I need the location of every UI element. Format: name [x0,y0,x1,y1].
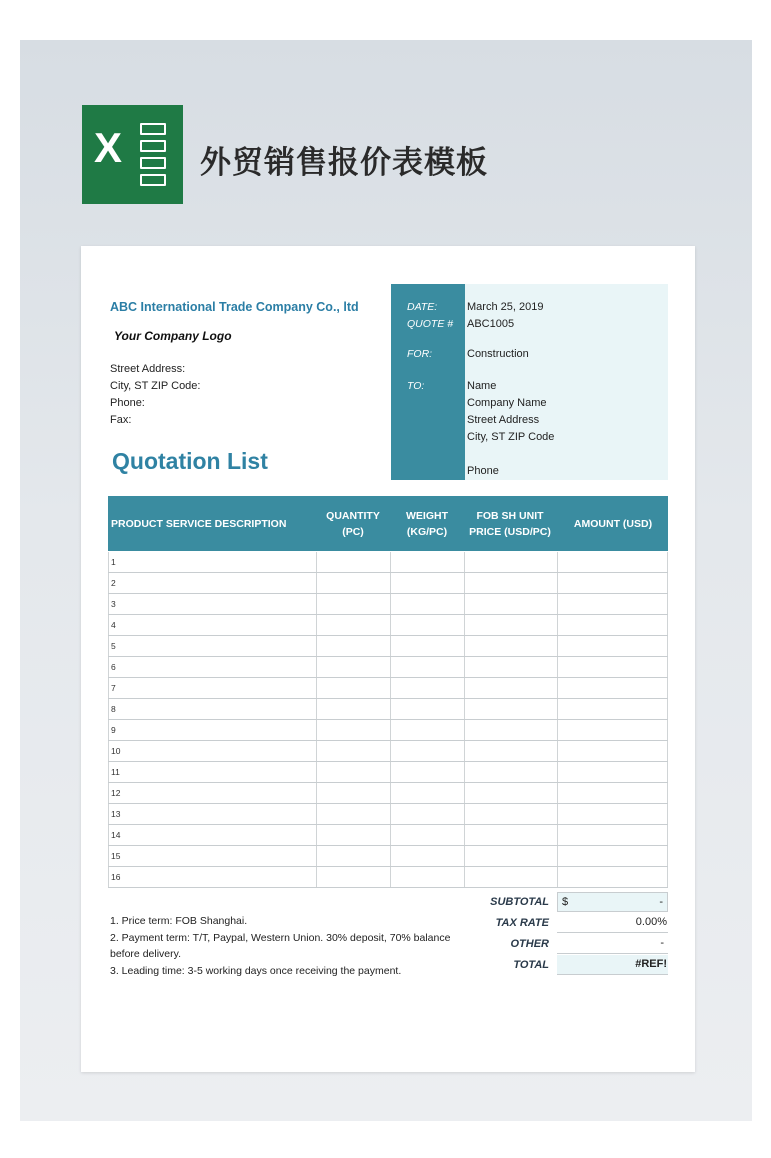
table-row [108,594,668,615]
table-cell[interactable] [108,741,317,761]
table-cell[interactable] [558,678,668,698]
table-cell[interactable] [317,867,391,887]
table-cell[interactable] [108,636,317,656]
table-cell[interactable] [391,762,465,782]
table-cell[interactable] [558,762,668,782]
row-number: 13 [111,809,121,819]
table-cell[interactable] [558,783,668,803]
note-leading-time: 3. Leading time: 3-5 working days once receiving the payment. [110,965,402,977]
table-cell[interactable] [108,615,317,635]
col-amount: AMOUNT (USD) [573,517,653,530]
table-cell[interactable] [465,825,558,845]
table-cell[interactable] [317,720,391,740]
total-label: TOTAL [513,959,549,971]
to-phone[interactable]: Phone [467,465,499,477]
table-cell[interactable] [391,657,465,677]
to-company[interactable]: Company Name [467,397,547,409]
document-heading: Quotation List [112,448,268,474]
table-cell[interactable] [558,867,668,887]
table-cell[interactable] [391,678,465,698]
table-cell[interactable] [108,552,317,572]
tax-rate-label: TAX RATE [495,917,549,929]
table-cell[interactable] [317,594,391,614]
table-cell[interactable] [317,636,391,656]
table-cell[interactable] [108,657,317,677]
address-line: Street Address: [110,363,186,375]
table-cell[interactable] [558,804,668,824]
table-row [108,552,668,573]
row-number: 15 [111,851,121,861]
table-cell[interactable] [108,867,317,887]
table-cell[interactable] [558,825,668,845]
table-cell[interactable] [465,804,558,824]
table-cell[interactable] [391,825,465,845]
other-value[interactable]: - [557,934,668,954]
table-row [108,720,668,741]
table-cell[interactable] [317,657,391,677]
table-cell[interactable] [558,636,668,656]
for-label: FOR: [407,348,433,360]
table-cell[interactable] [391,867,465,887]
table-row [108,846,668,867]
table-cell[interactable] [391,552,465,572]
col-description: PRODUCT SERVICE DESCRIPTION [111,517,287,530]
col-weight: WEIGHT (KG/PC) [406,509,448,538]
table-cell[interactable] [317,741,391,761]
table-cell[interactable] [317,825,391,845]
table-cell[interactable] [317,804,391,824]
date-value[interactable]: March 25, 2019 [467,301,544,313]
quote-header-labels [391,284,465,480]
table-cell[interactable] [317,573,391,593]
table-cell[interactable] [558,720,668,740]
table-cell[interactable] [558,741,668,761]
table-cell[interactable] [108,594,317,614]
table-cell[interactable] [465,573,558,593]
table-cell[interactable] [108,762,317,782]
table-cell[interactable] [108,846,317,866]
table-cell[interactable] [465,846,558,866]
table-cell[interactable] [465,615,558,635]
row-number: 8 [111,704,116,714]
row-number: 12 [111,788,121,798]
address-line: City, ST ZIP Code: [110,380,201,392]
table-cell[interactable] [391,573,465,593]
to-street[interactable]: Street Address [467,414,540,426]
table-cell[interactable] [391,699,465,719]
company-logo-text: Your Company Logo [114,329,232,343]
row-number: 4 [111,620,116,630]
table-cell[interactable] [558,615,668,635]
total-value[interactable]: #REF! [557,955,668,975]
col-quantity: QUANTITY (PC) [326,509,380,538]
table-cell[interactable] [465,699,558,719]
row-number: 5 [111,641,116,651]
row-number: 6 [111,662,116,672]
table-cell[interactable] [558,552,668,572]
table-cell[interactable] [465,741,558,761]
table-row [108,636,668,657]
table-cell[interactable] [465,783,558,803]
for-value[interactable]: Construction [467,348,529,360]
table-cell[interactable] [465,594,558,614]
table-cell[interactable] [317,783,391,803]
row-number: 7 [111,683,116,693]
address-line: Phone: [110,397,145,409]
table-cell[interactable] [558,657,668,677]
table-cell[interactable] [558,573,668,593]
row-number: 10 [111,746,121,756]
table-cell[interactable] [391,846,465,866]
address-line: Fax: [110,414,132,426]
table-cell[interactable] [465,657,558,677]
table-row [108,825,668,846]
table-cell[interactable] [391,783,465,803]
table-row [108,657,668,678]
table-cell[interactable] [465,636,558,656]
table-cell[interactable] [317,846,391,866]
to-name[interactable]: Name [467,380,497,392]
subtotal-cell[interactable] [557,892,668,912]
table-cell[interactable] [391,636,465,656]
table-row [108,804,668,825]
table-cell[interactable] [317,552,391,572]
row-number: 11 [111,767,120,777]
to-city[interactable]: City, ST ZIP Code [467,431,555,443]
table-cell[interactable] [391,741,465,761]
subtotal-value: - [659,896,663,908]
table-row [108,762,668,783]
table-cell[interactable] [108,825,317,845]
company-name: ABC International Trade Company Co., ltd [110,300,359,314]
table-cell[interactable] [391,720,465,740]
note-price-term: 1. Price term: FOB Shanghai. [110,915,248,927]
table-cell[interactable] [558,846,668,866]
subtotal-currency: $ [562,896,569,908]
table-row [108,573,668,594]
col-unit-price: FOB SH UNIT PRICE (USD/PC) [469,509,551,538]
row-number: 9 [111,725,116,735]
table-cell[interactable] [558,594,668,614]
row-number: 16 [111,872,121,882]
table-row [108,678,668,699]
to-label: TO: [407,380,425,392]
table-cell[interactable] [108,573,317,593]
table-cell[interactable] [108,720,317,740]
table-row [108,783,668,804]
table-row [108,867,668,888]
table-cell[interactable] [391,615,465,635]
table-cell[interactable] [465,762,558,782]
row-number: 2 [111,578,116,588]
table-row [108,741,668,762]
table-cell[interactable] [108,678,317,698]
table-cell[interactable] [317,762,391,782]
table-header [108,496,668,551]
table-cell[interactable] [465,867,558,887]
note-payment-term: 2. Payment term: T/T, Paypal, Western Union. 30% deposit, 70% balance before delivery. [110,932,451,960]
date-label: DATE: [407,301,438,313]
table-cell[interactable] [465,552,558,572]
page-title: 外贸销售报价表模板 [200,145,488,181]
quote-value[interactable]: ABC1005 [467,318,515,330]
quote-label: QUOTE # [407,318,454,330]
table-row [108,699,668,720]
table-cell[interactable] [465,678,558,698]
table-cell[interactable] [317,678,391,698]
table-cell[interactable] [558,699,668,719]
table-cell[interactable] [317,699,391,719]
other-label: OTHER [510,938,549,950]
subtotal-label: SUBTOTAL [490,896,549,908]
table-cell[interactable] [391,804,465,824]
table-cell[interactable] [465,720,558,740]
excel-icon: X [82,105,183,204]
row-number: 1 [111,557,116,567]
table-row [108,615,668,636]
tax-rate-value[interactable]: 0.00% [557,913,668,933]
quotation-sheet [81,246,695,1072]
row-number: 3 [111,599,116,609]
table-cell[interactable] [108,804,317,824]
table-cell[interactable] [108,699,317,719]
row-number: 14 [111,830,121,840]
table-cell[interactable] [317,615,391,635]
table-cell[interactable] [391,594,465,614]
table-cell[interactable] [108,783,317,803]
